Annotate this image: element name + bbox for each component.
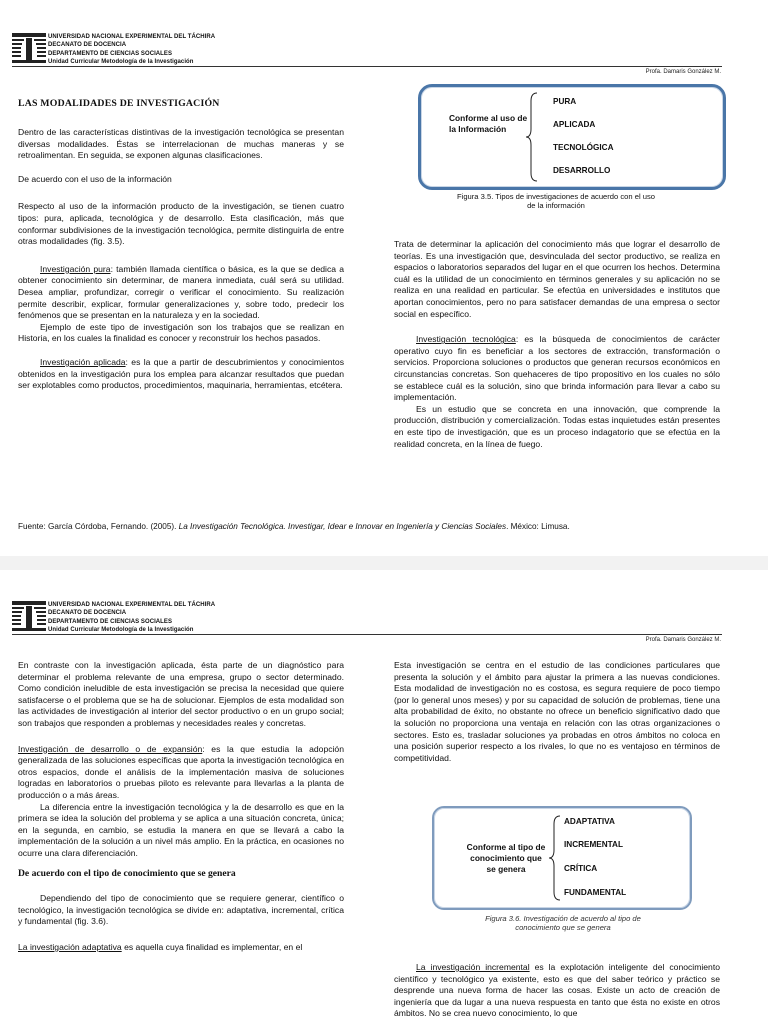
header-line-departamento: DEPARTAMENTO DE CIENCIAS SOCIALES xyxy=(48,50,172,57)
diagram-lead: Conforme al uso de la Información xyxy=(449,113,528,134)
left-column xyxy=(18,127,344,392)
incremental-term: La investigación incremental xyxy=(416,962,530,972)
header-line-decanato: DECANATO DE DOCENCIA xyxy=(48,610,127,617)
page-gap xyxy=(0,556,768,570)
figure-caption-3-5: Figura 3.5. Tipos de investigaciones de acuerdo con el uso de la información xyxy=(457,192,655,211)
tecnologica-paragraph-2: Es un estudio que se concreta en una innovación, que comprende la producción, distribución y comercialización. Todas estas inquietudes están presentes en este tipo de investigación, que es un proceso indagatorio que se efectúa en la realidad concreta, en la línea de fuego. xyxy=(394,403,720,449)
header-divider xyxy=(12,66,722,67)
incremental-block xyxy=(394,962,720,1020)
header-divider xyxy=(12,634,722,635)
pura-term: Investigación pura xyxy=(40,263,111,274)
header-line-decanato: DECANATO DE DOCENCIA xyxy=(48,42,127,49)
section-subhead: De acuerdo con el uso de la información xyxy=(18,173,172,184)
diagram-option-desarrollo: DESARROLLO xyxy=(553,166,611,175)
aplicada-cont-paragraph: Trata de determinar la aplicación del conocimiento más que lograr el desarrollo de teorías. Es una investigación que, desvinculada del sector productivo, se realiza en espacios o laboratorios separados del lugar en el que ocurren los hechos. Determina cuál es la utilidad de un conocimiento en términos generales y su aplicación no se realiza en una realidad en particular. Se efectúa en universidades e institutos que aportan conocimientos, pero no para satisfacer demandas de una empresa o sector social en específico. xyxy=(394,239,720,319)
header-line-unidad: Unidad Curricular Metodología de la Investigación xyxy=(48,627,194,634)
aplicada-term: Investigación aplicada xyxy=(40,356,126,367)
right-column xyxy=(394,239,720,450)
right-column xyxy=(394,660,720,764)
figure-caption-3-6: Figura 3.6. Investigación de acuerdo al tipo de conocimiento que se genera xyxy=(485,914,641,933)
diagram-option-critica: CRÍTICA xyxy=(564,864,598,873)
diagram-option-tecnologica: TECNOLÓGICA xyxy=(553,143,614,152)
diagram-option-incremental: INCREMENTAL xyxy=(564,840,623,849)
page-title: LAS MODALIDADES DE INVESTIGACIÓN xyxy=(18,98,220,109)
diagram-option-aplicada: APLICADA xyxy=(553,120,596,129)
professor-name: Profa. Damaris González M. xyxy=(645,69,721,75)
section-subhead-2: De acuerdo con el tipo de conocimiento que se genera xyxy=(18,867,236,879)
incremental-paragraph: La investigación incremental es la explotación inteligente del conocimiento científico y tecnológico ya existente, esto es que del saber teórico y práctico se desprende una nueva forma de hacer las cosas. Existe un acto de creación de ingeniería que da lugar a una nueva respuesta en tanto que ésta no existe en otros ámbitos. No se crea nuevo conocimiento, lo que xyxy=(394,962,721,1019)
pura-example-paragraph: Ejemplo de este tipo de investigación son los trabajos que se realizan en Historia, en los cuales la finalidad es conocer y reconstruir los hechos pasados. xyxy=(18,321,344,344)
desarrollo-paragraph-2: La diferencia entre la investigación tecnológica y la de desarrollo es que en la primera se idea la solución del problema y se aplica a una situación concreta, única; en la segunda, en cambio, se estudia la manera en que se llevará a cabo la implementación de la solución a un nivel más amplio. En la práctica, en ocasiones no ocurre una clara diferenciación. xyxy=(18,801,344,858)
source-citation: Fuente: García Córdoba, Fernando. (2005). La Investigación Tecnológica. Investigar, Idear e Innovar en Ingeniería y Ciencias Sociales. México: Limusa. xyxy=(18,522,570,531)
adaptativa-cont-paragraph: Esta investigación se centra en el estudio de las condiciones particulares que presenta la solución y el ámbito para ajustar la primera a las nuevas condiciones. Esta modalidad de investigación no es costosa, es segura requiere de poco tiempo (por lo general unos meses) y por su capacidad de solución de problemas, tiene una alta probabilidad de éxito, no obstante no ofrece un beneficio significativo dado que la solución no proporciona una ventaja en relación con las otras organizaciones o sectores. Esto es, trasladar soluciones ya probadas en otros ámbitos no coloca en una posición superior respecto a los rivales, lo que no es ventajoso en términos de competitividad. xyxy=(394,660,720,763)
tipo-paragraph: Dependiendo del tipo de conocimiento que se requiere generar, científico o tecnológico, la investigación tecnológica se divide en: adaptativa, incremental, crítica y fundamental (fig. 3.6). xyxy=(18,893,344,927)
desarrollo-term: Investigación de desarrollo o de expansión xyxy=(18,743,203,754)
institution-header xyxy=(48,601,215,635)
adaptativa-term: La investigación adaptativa xyxy=(18,941,122,952)
curly-brace-icon xyxy=(525,91,539,183)
aplicada-paragraph: Investigación aplicada: es la que a partir de descubrimientos y conocimientos obtenidos en la investigación pura los emplea para alcanzar resultados que puedan ser explotables como productos, procedimientos, maquinaria, herramientas, etcétera. xyxy=(18,356,345,391)
diagram-lead: Conforme al tipo de conocimiento que se genera xyxy=(466,842,546,874)
desarrollo-paragraph: Investigación de desarrollo o de expansión: es la que estudia la adopción generalizada de las soluciones específicas que aporta la investigación tecnológica en otros espacios, donde el análisis de la implementación masiva de soluciones logradas en laboratorios o pruebas piloto es relevante para llevarlas a la planta de producción o a más áreas. xyxy=(18,743,344,800)
tecnologica-term: Investigación tecnológica xyxy=(416,334,516,345)
left-column xyxy=(18,660,344,953)
curly-brace-icon xyxy=(548,814,562,902)
diagram-option-fundamental: FUNDAMENTAL xyxy=(564,888,627,897)
intro-paragraph: Dentro de las características distintivas de la investigación tecnológica se presentan diversas modalidades. Éstas se interrelacionan de muchas maneras y se retroalimentan. En seguida, se exponen algunas clasificaciones. xyxy=(18,127,344,161)
pura-paragraph: Investigación pura: también llamada científica o básica, es la que se dedica a obtener conocimiento sin determinar, de manera inmediata, cuál será su utilidad. Desea ampliar, profundizar, corregir o verificar el conocimiento. Su realización permite describir, explicar, formular generalizaciones y, sobre todo, predecir los fenómenos que se presentan en la naturaleza y en la sociedad. xyxy=(18,263,344,321)
header-line-departamento: DEPARTAMENTO DE CIENCIAS SOCIALES xyxy=(48,618,172,625)
book-title: La Investigación Tecnológica. Investigar, Idear e Innovar en Ingeniería y Ciencias Sociales xyxy=(178,522,507,531)
professor-name: Profa. Damaris González M. xyxy=(645,637,721,643)
tecnologica-cont-paragraph: En contraste con la investigación aplicada, ésta parte de un diagnóstico para determinar el problema relevante de una empresa, grupo o sector determinado. Como condición ineludible de esta investigación se precisa la necesidad que quiere satisfacerse o el problema que se ha de solucionar. Ejemplos de esta modalidad son las actividades de investigación al interior del sector productivo o en un grupo social; son trabajos que responden a problemas y necesidades reales y concretas. xyxy=(18,660,344,728)
university-logo-icon xyxy=(12,601,46,631)
tecnologica-paragraph: Investigación tecnológica: es la búsqueda de conocimientos de carácter operativo cuyo fin es beneficiar a los sectores de extracción, transformación o servicios. Proporciona soluciones o productos que generan recursos económicos en circunstancias concretas. Son quehaceres de tipo propositivo en los cuales no sólo se establece cuál es la solución, sino que brinda información para llevar a cabo su implementación. xyxy=(394,334,720,403)
header-line-unidad: Unidad Curricular Metodología de la Investigación xyxy=(48,59,194,66)
adaptativa-paragraph: La investigación adaptativa es aquella cuya finalidad es implementar, en el xyxy=(18,941,303,952)
institution-header xyxy=(48,33,215,67)
document-page-2 xyxy=(0,570,768,1024)
uso-paragraph: Respecto al uso de la información producto de la investigación, se tienen cuatro tipos: pura, aplicada, tecnológica y de desarrollo. Esta clasificación, más que conformar subdivisiones de la investigación tecnológica, permite distinguirla de entre otras modalidades (fig. 3.5). xyxy=(18,201,344,247)
header-line-university: UNIVERSIDAD NACIONAL EXPERIMENTAL DEL TÁCHIRA xyxy=(48,34,216,40)
diagram-tipo-conocimiento xyxy=(432,806,692,910)
diagram-uso-informacion xyxy=(418,84,726,190)
university-logo-icon xyxy=(12,33,46,63)
header-line-university: UNIVERSIDAD NACIONAL EXPERIMENTAL DEL TÁCHIRA xyxy=(48,602,216,608)
diagram-option-pura: PURA xyxy=(553,97,577,106)
diagram-option-adaptativa: ADAPTATIVA xyxy=(564,817,615,826)
